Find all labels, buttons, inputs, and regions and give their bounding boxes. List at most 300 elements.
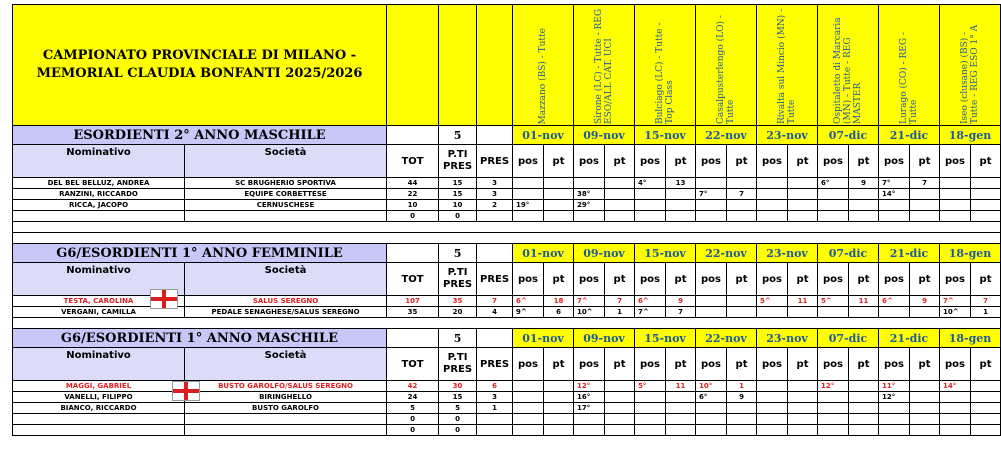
race-label: Lurago (CO) - REG - Tutte [899, 32, 920, 124]
total-points: 10 [387, 200, 439, 211]
result-pos [513, 403, 544, 414]
presences: 4 [477, 307, 513, 318]
blank-cell [387, 329, 439, 348]
result-pos: 6^ [513, 296, 544, 307]
col-societa: Società [185, 145, 387, 178]
result-pos [757, 307, 788, 318]
flag-icon [172, 381, 200, 401]
col-pt: pt [666, 145, 696, 178]
result-pos [574, 425, 605, 436]
result-pos [696, 200, 727, 211]
result-pt [849, 307, 879, 318]
athlete-club: SC BRUGHERIO SPORTIVA [185, 178, 387, 189]
result-pt [605, 189, 635, 200]
race-date: 09-nov [574, 126, 635, 145]
presences [477, 414, 513, 425]
result-pt [788, 189, 818, 200]
result-pos [513, 178, 544, 189]
result-pos [818, 403, 849, 414]
result-pos: 5^ [757, 296, 788, 307]
result-pos [818, 414, 849, 425]
athlete-name: MAGGI, GABRIEL [13, 381, 185, 392]
table-row [13, 189, 1001, 200]
presence-points: 20 [439, 307, 477, 318]
result-pos [818, 392, 849, 403]
col-pt: pt [971, 263, 1001, 296]
table-row [13, 403, 1001, 414]
result-pt: 9 [910, 296, 940, 307]
race-label: Bulciago (LC) - Tutte - Top Class [655, 22, 676, 124]
result-pt [727, 200, 757, 211]
race-date: 15-nov [635, 329, 696, 348]
result-pt: 1 [727, 381, 757, 392]
race-date: 23-nov [757, 244, 818, 263]
result-pt [727, 414, 757, 425]
header-blank [439, 5, 477, 126]
result-pt: 11 [666, 381, 696, 392]
presences [477, 425, 513, 436]
result-pos: 17° [574, 403, 605, 414]
presence-points: 30 [439, 381, 477, 392]
athlete-name: DEL BEL BELLUZ, ANDREA [13, 178, 185, 189]
result-pt [971, 425, 1001, 436]
race-date: 09-nov [574, 244, 635, 263]
col-pt: pt [849, 145, 879, 178]
col-pres: PRES [477, 348, 513, 381]
result-pos [574, 414, 605, 425]
result-pos: 14° [879, 189, 910, 200]
col-pt: pt [971, 348, 1001, 381]
race-date: 01-nov [513, 126, 574, 145]
result-pos [757, 425, 788, 436]
result-pos [818, 307, 849, 318]
race-date: 07-dic [818, 126, 879, 145]
result-pos [696, 211, 727, 222]
col-pos: pos [879, 348, 910, 381]
result-pos [757, 403, 788, 414]
result-pos: 9^ [513, 307, 544, 318]
table-row [13, 425, 1001, 436]
result-pt: 7 [910, 178, 940, 189]
result-pt [544, 403, 574, 414]
result-pos [635, 425, 666, 436]
result-pos [757, 211, 788, 222]
blank-cell [387, 244, 439, 263]
result-pos: 10^ [940, 307, 971, 318]
result-pt [727, 296, 757, 307]
col-tot: TOT [387, 145, 439, 178]
result-pt [544, 414, 574, 425]
result-pos [757, 381, 788, 392]
result-pt: 18 [544, 296, 574, 307]
col-pos: pos [696, 263, 727, 296]
presence-points: 0 [439, 425, 477, 436]
result-pos: 7° [696, 189, 727, 200]
blank-cell [477, 126, 513, 145]
standings-sheet [12, 4, 1001, 436]
result-pos [940, 200, 971, 211]
race-header [940, 5, 1001, 126]
presence-points: 0 [439, 414, 477, 425]
race-label: Casalpusterlengo (LO) - Tutte [716, 15, 737, 124]
table-row [13, 381, 1001, 392]
col-pos: pos [757, 348, 788, 381]
col-pti-pres: P.TI PRES [439, 348, 477, 381]
race-label: Rivalta sul Mincio (MN) - Tutte [777, 8, 798, 124]
section-count: 5 [439, 244, 477, 263]
result-pos [818, 189, 849, 200]
result-pos [513, 211, 544, 222]
col-pos: pos [635, 348, 666, 381]
col-pt: pt [544, 348, 574, 381]
total-points: 0 [387, 211, 439, 222]
athlete-club [185, 425, 387, 436]
col-pos: pos [513, 263, 544, 296]
result-pos [757, 200, 788, 211]
result-pt [971, 211, 1001, 222]
total-points: 0 [387, 425, 439, 436]
col-pos: pos [635, 263, 666, 296]
athlete-name [13, 425, 185, 436]
result-pos: 7^ [635, 307, 666, 318]
table-row [13, 211, 1001, 222]
presence-points: 5 [439, 403, 477, 414]
col-pt: pt [605, 263, 635, 296]
result-pt [544, 425, 574, 436]
presences: 3 [477, 189, 513, 200]
col-pos: pos [513, 145, 544, 178]
result-pt [971, 178, 1001, 189]
col-pt: pt [788, 348, 818, 381]
section-count: 5 [439, 126, 477, 145]
race-header [879, 5, 940, 126]
result-pos [513, 414, 544, 425]
result-pt [849, 200, 879, 211]
athlete-club: SALUS SEREGNO [185, 296, 387, 307]
result-pos [574, 178, 605, 189]
result-pt [910, 200, 940, 211]
col-pos: pos [696, 145, 727, 178]
presence-points: 35 [439, 296, 477, 307]
result-pt [910, 189, 940, 200]
result-pt [788, 200, 818, 211]
result-pt [788, 211, 818, 222]
result-pos [635, 403, 666, 414]
result-pos: 12° [574, 381, 605, 392]
result-pt: 7 [605, 296, 635, 307]
result-pt [788, 403, 818, 414]
result-pt [849, 189, 879, 200]
result-pos [513, 381, 544, 392]
result-pt: 9 [666, 296, 696, 307]
result-pt [605, 211, 635, 222]
race-date: 21-dic [879, 244, 940, 263]
result-pos [635, 414, 666, 425]
athlete-club: CERNUSCHESE [185, 200, 387, 211]
result-pt [605, 392, 635, 403]
athlete-club: BIRINGHELLO [185, 392, 387, 403]
col-nominativo: Nominativo [13, 348, 185, 381]
flag-icon [150, 289, 178, 309]
result-pos [757, 392, 788, 403]
race-header [818, 5, 879, 126]
col-pt: pt [727, 348, 757, 381]
result-pt [727, 211, 757, 222]
result-pt [788, 381, 818, 392]
result-pt [727, 178, 757, 189]
col-pt: pt [788, 145, 818, 178]
result-pos: 12° [879, 392, 910, 403]
page-title: CAMPIONATO PROVINCIALE DI MILANO - MEMORIAL CLAUDIA BONFANTI 2025/2026 [13, 5, 387, 126]
race-date: 15-nov [635, 244, 696, 263]
total-points: 107 [387, 296, 439, 307]
col-pt: pt [727, 263, 757, 296]
col-pt: pt [666, 348, 696, 381]
result-pt [910, 403, 940, 414]
result-pos [879, 425, 910, 436]
result-pt [727, 425, 757, 436]
result-pt: 13 [666, 178, 696, 189]
result-pt [788, 307, 818, 318]
result-pos [513, 392, 544, 403]
result-pt [666, 392, 696, 403]
race-label: Mazzano (BS) - Tutte [538, 27, 549, 124]
total-points: 22 [387, 189, 439, 200]
race-date: 09-nov [574, 329, 635, 348]
race-date: 07-dic [818, 244, 879, 263]
col-pt: pt [788, 263, 818, 296]
result-pt [910, 425, 940, 436]
result-pos [757, 189, 788, 200]
section-count: 5 [439, 329, 477, 348]
race-date: 18-gen [940, 126, 1001, 145]
athlete-name [13, 414, 185, 425]
result-pt: 7 [666, 307, 696, 318]
result-pt: 7 [727, 189, 757, 200]
result-pos: 10^ [574, 307, 605, 318]
result-pos [696, 178, 727, 189]
result-pos [940, 425, 971, 436]
result-pt [605, 425, 635, 436]
race-date: 01-nov [513, 244, 574, 263]
athlete-name: VERGANI, CAMILLA [13, 307, 185, 318]
total-points: 5 [387, 403, 439, 414]
presence-points: 10 [439, 200, 477, 211]
presences: 1 [477, 403, 513, 414]
result-pos: 6° [818, 178, 849, 189]
total-points: 42 [387, 381, 439, 392]
result-pt [849, 425, 879, 436]
athlete-club [185, 414, 387, 425]
result-pos: 5^ [818, 296, 849, 307]
result-pos: 5° [635, 381, 666, 392]
result-pos [696, 414, 727, 425]
race-date: 22-nov [696, 126, 757, 145]
result-pos [574, 211, 605, 222]
result-pt: 9 [727, 392, 757, 403]
col-pos: pos [940, 263, 971, 296]
result-pos [879, 211, 910, 222]
result-pos [696, 425, 727, 436]
col-societa: Società [185, 348, 387, 381]
col-pt: pt [849, 348, 879, 381]
result-pos: 6° [696, 392, 727, 403]
result-pt [605, 381, 635, 392]
result-pt [544, 178, 574, 189]
blank-cell [387, 126, 439, 145]
result-pt [666, 200, 696, 211]
col-pos: pos [574, 348, 605, 381]
result-pt [971, 200, 1001, 211]
athlete-name: VANELLI, FILIPPO [13, 392, 185, 403]
result-pt [910, 381, 940, 392]
col-pt: pt [544, 145, 574, 178]
result-pt: 1 [971, 307, 1001, 318]
section-title: G6/ESORDIENTI 1° ANNO FEMMINILE [13, 244, 387, 263]
col-pt: pt [849, 263, 879, 296]
result-pt [666, 189, 696, 200]
col-tot: TOT [387, 263, 439, 296]
athlete-name [13, 211, 185, 222]
result-pos: 10° [696, 381, 727, 392]
result-pos [513, 425, 544, 436]
header-blank [387, 5, 439, 126]
presence-points: 0 [439, 211, 477, 222]
result-pos: 14° [940, 381, 971, 392]
race-date: 23-nov [757, 126, 818, 145]
result-pos [940, 189, 971, 200]
col-pos: pos [818, 348, 849, 381]
result-pt: 11 [849, 296, 879, 307]
result-pt [544, 189, 574, 200]
col-pos: pos [574, 263, 605, 296]
result-pos [879, 307, 910, 318]
section-title: G6/ESORDIENTI 1° ANNO MASCHILE [13, 329, 387, 348]
presences: 6 [477, 381, 513, 392]
race-header [757, 5, 818, 126]
total-points: 44 [387, 178, 439, 189]
result-pt [727, 307, 757, 318]
result-pos: 16° [574, 392, 605, 403]
table-row [13, 392, 1001, 403]
table-row [13, 414, 1001, 425]
race-date: 22-nov [696, 244, 757, 263]
table-row [13, 200, 1001, 211]
col-pres: PRES [477, 145, 513, 178]
col-pt: pt [910, 145, 940, 178]
result-pos [818, 200, 849, 211]
result-pt [971, 189, 1001, 200]
result-pt [605, 403, 635, 414]
col-pt: pt [605, 348, 635, 381]
race-date: 21-dic [879, 329, 940, 348]
header-blank [477, 5, 513, 126]
result-pt [910, 307, 940, 318]
result-pt: 7 [971, 296, 1001, 307]
race-date: 23-nov [757, 329, 818, 348]
race-header [513, 5, 574, 126]
col-nominativo: Nominativo [13, 263, 185, 296]
section-spacer [13, 318, 1001, 329]
athlete-name: RICCA, JACOPO [13, 200, 185, 211]
presences: 3 [477, 178, 513, 189]
result-pos: 7^ [574, 296, 605, 307]
result-pos [818, 211, 849, 222]
result-pos [940, 403, 971, 414]
presences: 3 [477, 392, 513, 403]
col-pos: pos [513, 348, 544, 381]
result-pt [544, 211, 574, 222]
col-pt: pt [971, 145, 1001, 178]
result-pos [940, 178, 971, 189]
result-pt [849, 392, 879, 403]
race-label: Iseo (clusane) (BS) - Tutte - REG ESO 1° A [960, 24, 981, 124]
col-nominativo: Nominativo [13, 145, 185, 178]
col-pti-pres: P.TI PRES [439, 145, 477, 178]
race-date: 21-dic [879, 126, 940, 145]
result-pt [849, 211, 879, 222]
result-pos [635, 392, 666, 403]
result-pt [910, 414, 940, 425]
result-pos: 38° [574, 189, 605, 200]
result-pos: 29° [574, 200, 605, 211]
result-pos [513, 189, 544, 200]
race-date: 18-gen [940, 329, 1001, 348]
result-pos [879, 200, 910, 211]
result-pt [544, 381, 574, 392]
result-pt [666, 425, 696, 436]
col-pos: pos [940, 145, 971, 178]
col-pos: pos [879, 145, 910, 178]
col-pos: pos [879, 263, 910, 296]
result-pos [635, 189, 666, 200]
result-pt [666, 403, 696, 414]
col-societa: Società [185, 263, 387, 296]
race-header [696, 5, 757, 126]
col-pt: pt [666, 263, 696, 296]
athlete-name: TESTA, CAROLINA [13, 296, 185, 307]
athlete-club: EQUIPE CORBETTESE [185, 189, 387, 200]
result-pt [666, 211, 696, 222]
result-pt [788, 392, 818, 403]
result-pos [879, 403, 910, 414]
blank-cell [477, 244, 513, 263]
result-pos [818, 425, 849, 436]
result-pt [605, 414, 635, 425]
result-pt [971, 414, 1001, 425]
result-pt: 11 [788, 296, 818, 307]
col-pt: pt [910, 348, 940, 381]
result-pt: 1 [605, 307, 635, 318]
race-date: 18-gen [940, 244, 1001, 263]
col-pos: pos [818, 145, 849, 178]
col-pt: pt [605, 145, 635, 178]
col-tot: TOT [387, 348, 439, 381]
result-pt [910, 211, 940, 222]
athlete-club [185, 211, 387, 222]
result-pt [910, 392, 940, 403]
presence-points: 15 [439, 392, 477, 403]
result-pt [727, 403, 757, 414]
total-points: 0 [387, 414, 439, 425]
result-pt [544, 392, 574, 403]
result-pos [635, 200, 666, 211]
athlete-club: PEDALE SENAGHESE/SALUS SEREGNO [185, 307, 387, 318]
result-pos [940, 211, 971, 222]
result-pt [849, 403, 879, 414]
race-label: Sirone (LC) - Tutte - REG ESO/ALL CAT. UCI [594, 8, 615, 124]
result-pt [971, 381, 1001, 392]
